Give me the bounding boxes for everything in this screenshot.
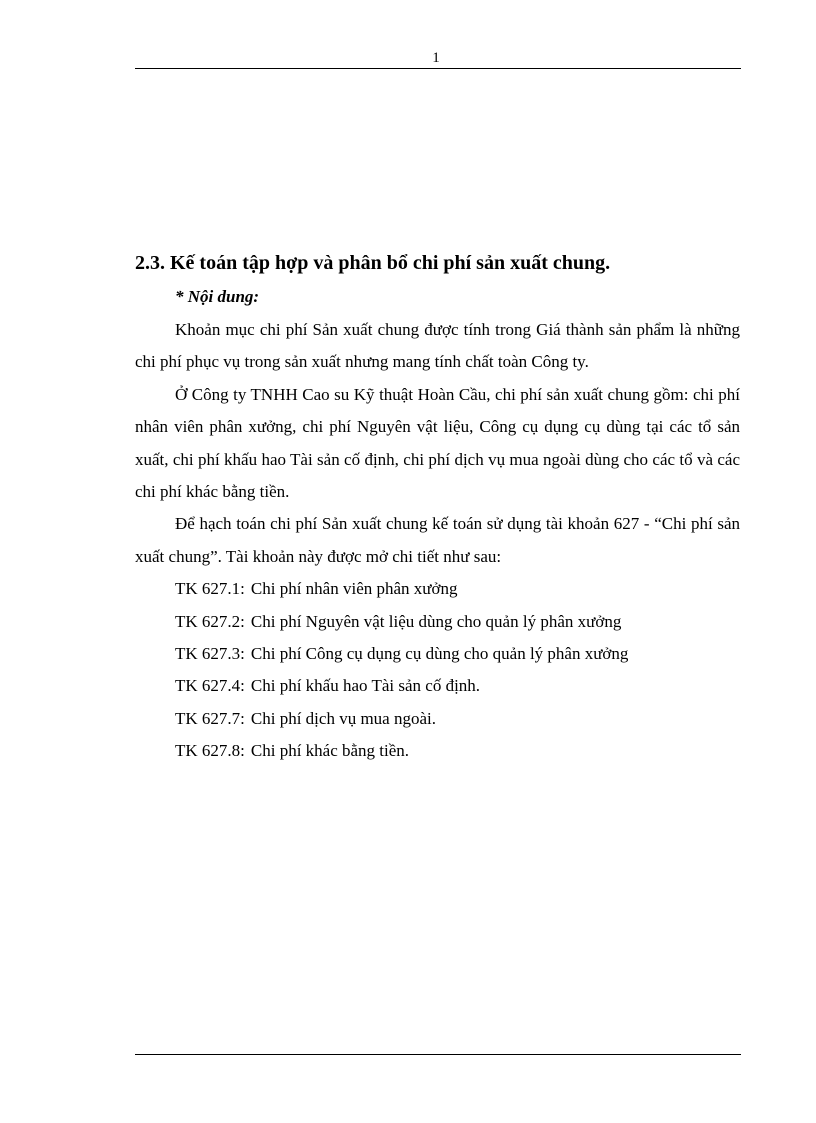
account-list xyxy=(135,573,740,767)
page-number: 1 xyxy=(432,50,440,66)
account-item xyxy=(135,670,740,702)
account-description: Chi phí Công cụ dụng cụ dùng cho quản lý phân xưởng xyxy=(250,644,629,664)
paragraph-3: Để hạch toán chi phí Sản xuất chung kế toán sử dụng tài khoản 627 - “Chi phí sản xuất chung”. Tài khoản này được mở chi tiết như sau: xyxy=(135,514,740,566)
header-rule xyxy=(135,68,741,69)
paragraph-1: Khoản mục chi phí Sản xuất chung được tính trong Giá thành sản phẩm là những chi phí phục vụ trong sản xuất nhưng mang tính chất toàn Công ty. xyxy=(135,320,740,372)
account-description: Chi phí khấu hao Tài sản cố định. xyxy=(250,676,481,696)
account-item xyxy=(135,573,740,605)
account-description: Chi phí nhân viên phân xưởng xyxy=(250,579,458,599)
account-description: Chi phí Nguyên vật liệu dùng cho quản lý phân xưởng xyxy=(250,611,622,631)
section-title: 2.3. Kế toán tập hợp và phân bổ chi phí sản xuất chung. xyxy=(135,252,611,274)
account-item xyxy=(135,638,740,670)
account-code: TK 627.2: xyxy=(175,611,245,631)
account-description: Chi phí khác bằng tiền. xyxy=(250,741,410,761)
account-code: TK 627.7: xyxy=(175,708,245,728)
account-item xyxy=(135,703,740,735)
account-item xyxy=(135,735,740,767)
section-subtitle: * Nội dung: xyxy=(175,287,260,306)
account-description: Chi phí dịch vụ mua ngoài. xyxy=(250,708,436,728)
account-code: TK 627.1: xyxy=(175,579,245,599)
account-item xyxy=(135,606,740,638)
footer-rule xyxy=(135,1054,741,1055)
account-code: TK 627.4: xyxy=(175,676,245,696)
account-code: TK 627.8: xyxy=(175,741,245,761)
document-body xyxy=(135,249,740,768)
paragraph-2: Ở Công ty TNHH Cao su Kỹ thuật Hoàn Cầu, chi phí sản xuất chung gồm: chi phí nhân viên phân xưởng, chi phí Nguyên vật liệu, Công cụ dụng cụ dùng tại các tổ sản xuất, chi phí khấu hao Tài sản cố định, chi phí dịch vụ mua ngoài dùng cho các tổ và các chi phí khác bằng tiền. xyxy=(135,384,740,502)
account-code: TK 627.3: xyxy=(175,644,245,664)
